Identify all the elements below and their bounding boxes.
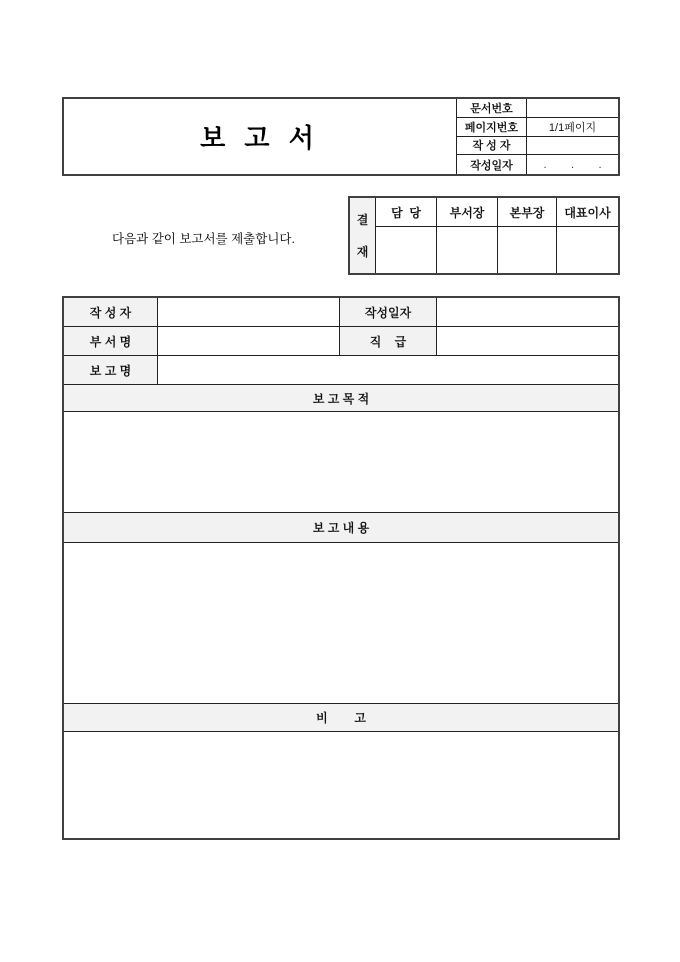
- report-name-label: 보 고 명: [64, 356, 158, 384]
- write-date-value[interactable]: . . .: [543, 158, 602, 171]
- submission-statement: 다음과 같이 보고서를 제출합니다.: [112, 232, 295, 246]
- section-header-row: [64, 513, 618, 543]
- approval-col-daepyoisa: 대표이사: [557, 198, 618, 227]
- page-number-value: 1/1페이지: [527, 118, 618, 137]
- document-info-table: [456, 99, 618, 174]
- section-contents-content[interactable]: [64, 543, 618, 704]
- section-header-row: [64, 385, 618, 412]
- write-date-label: 작성일자: [457, 155, 527, 174]
- table-row: [64, 298, 618, 327]
- department-field[interactable]: [158, 327, 340, 355]
- approval-sign-cell-3[interactable]: [498, 227, 557, 273]
- author-field-label: 작 성 자: [64, 298, 158, 326]
- date-field[interactable]: [437, 298, 618, 326]
- section-remarks-header: 비 고: [64, 704, 618, 731]
- section-purpose-header: 보 고 목 적: [64, 385, 618, 411]
- report-form-table: [62, 296, 620, 840]
- approval-side-label: [350, 198, 376, 273]
- doc-number-value[interactable]: [527, 99, 618, 118]
- approval-col-bonbujang: 본부장: [498, 198, 557, 227]
- table-row: [64, 356, 618, 385]
- table-row: [64, 327, 618, 356]
- approval-sign-cell-2[interactable]: [437, 227, 498, 273]
- approval-side-bottom: 재: [356, 244, 369, 259]
- position-field[interactable]: [437, 327, 618, 355]
- author-value[interactable]: [527, 137, 618, 156]
- report-name-field[interactable]: [158, 356, 618, 384]
- author-label: 작 성 자: [457, 137, 527, 156]
- section-purpose-content[interactable]: [64, 412, 618, 513]
- page-number-label: 페이지번호: [457, 118, 527, 137]
- approval-side-top: 결: [356, 213, 369, 228]
- approval-table: [348, 196, 620, 275]
- approval-col-damdang: 담 당: [376, 198, 437, 227]
- title-area: [64, 99, 456, 174]
- approval-sign-cell-1[interactable]: [376, 227, 437, 273]
- section-remarks-content[interactable]: [64, 732, 618, 838]
- department-field-label: 부 서 명: [64, 327, 158, 355]
- date-field-label: 작성일자: [340, 298, 437, 326]
- approval-col-buseojang: 부서장: [437, 198, 498, 227]
- page-title: 보 고 서: [200, 123, 320, 153]
- approval-sign-cell-4[interactable]: [557, 227, 618, 273]
- document-header: [62, 97, 620, 176]
- section-header-row: [64, 704, 618, 732]
- author-field[interactable]: [158, 298, 340, 326]
- position-field-label: 직 급: [340, 327, 437, 355]
- doc-number-label: 문서번호: [457, 99, 527, 118]
- section-contents-header: 보 고 내 용: [64, 513, 618, 542]
